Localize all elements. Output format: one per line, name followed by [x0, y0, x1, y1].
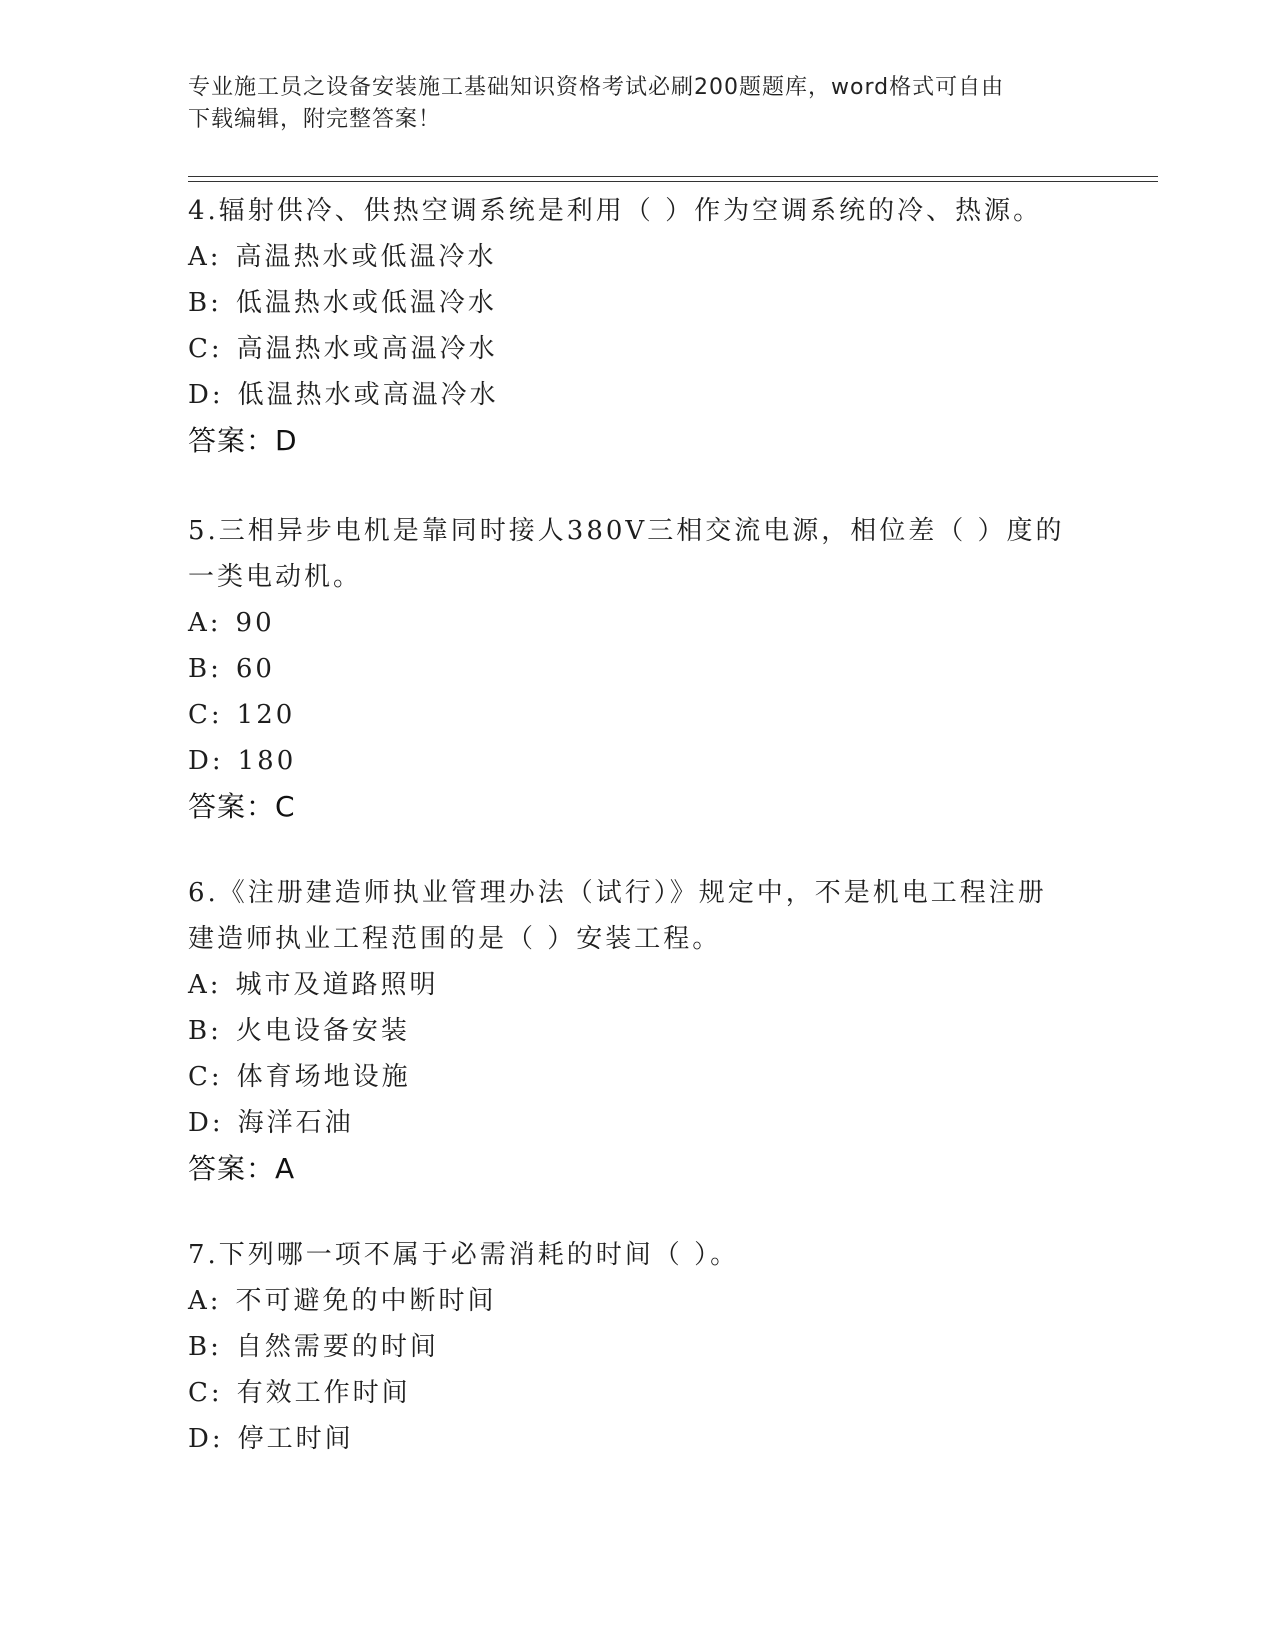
option-b	[188, 1324, 1068, 1370]
header-line-1: 专业施工员之设备安装施工基础知识资格考试必刷200题题库，word格式可自由	[188, 75, 1005, 100]
option-text: 180	[237, 746, 297, 776]
option-c	[188, 1370, 1068, 1416]
option-d	[188, 738, 1068, 784]
option-label: C:	[188, 1378, 223, 1408]
question-stem-line-2: 一类电动机。	[188, 562, 363, 592]
option-a	[188, 234, 1068, 280]
question-stem-line-1: 6.《注册建造师执业管理办法（试行）》规定中，不是机电工程注册	[188, 878, 1047, 908]
option-label: B:	[188, 288, 222, 318]
option-text: 体育场地设施	[236, 1062, 411, 1092]
option-label: B:	[188, 1332, 222, 1362]
option-a	[188, 600, 1068, 646]
option-text: 低温热水或高温冷水	[237, 380, 499, 410]
option-b	[188, 646, 1068, 692]
option-label: D:	[188, 380, 224, 410]
option-label: D:	[188, 1424, 224, 1454]
question-7	[188, 1232, 1068, 1462]
option-text: 自然需要的时间	[235, 1332, 439, 1362]
question-6	[188, 870, 1068, 1192]
option-label: A:	[188, 242, 222, 272]
option-c	[188, 692, 1068, 738]
option-label: C:	[188, 334, 223, 364]
option-b	[188, 1008, 1068, 1054]
option-text: 海洋石油	[237, 1108, 354, 1138]
option-label: C:	[188, 700, 223, 730]
answer: 答案：D	[188, 424, 298, 457]
option-b	[188, 280, 1068, 326]
option-text: 90	[235, 608, 275, 638]
question-4	[188, 188, 1068, 464]
option-text: 停工时间	[237, 1424, 354, 1454]
option-text: 低温热水或低温冷水	[235, 288, 497, 318]
option-c	[188, 326, 1068, 372]
option-text: 高温热水或低温冷水	[235, 242, 497, 272]
option-text: 60	[235, 654, 275, 684]
option-text: 高温热水或高温冷水	[236, 334, 498, 364]
option-c	[188, 1054, 1068, 1100]
option-label: A:	[188, 608, 222, 638]
option-label: B:	[188, 1016, 222, 1046]
question-5	[188, 508, 1068, 830]
document-header	[188, 72, 1088, 136]
header-divider-bottom	[188, 181, 1158, 182]
option-label: A:	[188, 1286, 222, 1316]
answer: 答案：C	[188, 790, 296, 823]
option-label: B:	[188, 654, 222, 684]
option-a	[188, 962, 1068, 1008]
option-text: 120	[236, 700, 296, 730]
question-stem-line-1: 5.三相异步电机是靠同时接人380V三相交流电源，相位差（ ）度的	[188, 516, 1065, 546]
header-divider-top	[188, 176, 1158, 177]
option-d	[188, 372, 1068, 418]
option-label: D:	[188, 1108, 224, 1138]
option-d	[188, 1416, 1068, 1462]
option-text: 城市及道路照明	[235, 970, 439, 1000]
option-label: D:	[188, 746, 224, 776]
option-a	[188, 1278, 1068, 1324]
option-text: 火电设备安装	[235, 1016, 410, 1046]
option-label: A:	[188, 970, 222, 1000]
question-stem-line-2: 建造师执业工程范围的是（ ）安装工程。	[188, 924, 722, 954]
option-label: C:	[188, 1062, 223, 1092]
answer: 答案：A	[188, 1152, 296, 1185]
option-d	[188, 1100, 1068, 1146]
question-stem: 4.辐射供冷、供热空调系统是利用（ ）作为空调系统的冷、热源。	[188, 196, 1043, 226]
question-stem: 7.下列哪一项不属于必需消耗的时间（ ）。	[188, 1240, 740, 1270]
header-line-2: 下载编辑，附完整答案！	[188, 107, 442, 132]
option-text: 有效工作时间	[236, 1378, 411, 1408]
option-text: 不可避免的中断时间	[235, 1286, 497, 1316]
